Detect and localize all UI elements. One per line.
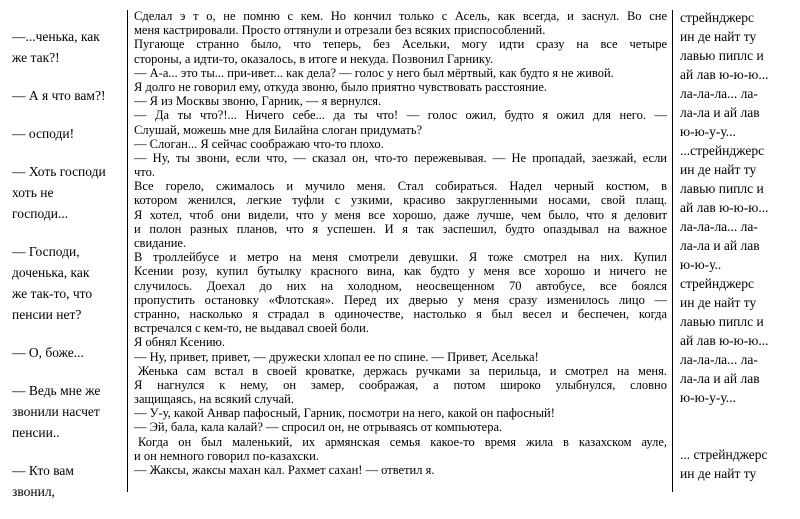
right-lyric-line: ю-ю-у-у... <box>680 390 736 405</box>
main-text-line: — Ну, ты звони, если что, — сказал он, что-то пережевывая. — Не пропадай, заезжай, если <box>134 150 667 165</box>
left-quote-line: пенсии нет? <box>12 307 82 322</box>
right-lyric-line: ай лав ю-ю-ю... <box>680 67 769 82</box>
left-quote-line: звонили насчет <box>12 404 100 419</box>
main-text-line: встречался с кем-то, не выдавал своей боли. <box>134 321 369 336</box>
main-text-line: случилось. Доехал до них на холодном, неосвещенном 70 автобусе, все боялся <box>134 278 667 293</box>
main-text-line: Ксении розу, купил бутылку красного вина, как будто у меня все хорошо и ничего не <box>134 264 667 279</box>
right-lyric-line: ла-ла и ай лав <box>680 371 760 386</box>
right-lyric-line: ю-ю-у.. <box>680 257 722 272</box>
main-text-line: — Эй, бала, кала калай? — спросил он, не отрываясь от компьютера. <box>134 420 503 435</box>
main-text-line: — Слоган... Я сейчас соображаю что-то плохо. <box>134 136 384 151</box>
left-quote-line: доченька, как <box>12 265 90 280</box>
left-quote-line: хоть не <box>12 185 54 200</box>
right-lyric-line: ла-ла-ла... ла- <box>680 352 758 367</box>
main-text-line: и он немного говорил по-казахски. <box>134 448 319 463</box>
main-text-line: — Да ты что?!... Ничего себе... да ты что! — голос ожил, будто я ожил для него. — <box>134 108 667 123</box>
right-lyric-line: лавью пиплс и <box>680 48 764 63</box>
main-text-line: — Ну, привет, привет, — дружески хлопал ее по спине. — Привет, Аселька! <box>134 349 539 364</box>
right-lyric-line: лавью пиплс и <box>680 314 764 329</box>
left-quote-item <box>12 26 120 68</box>
left-quote-line: же так?! <box>12 50 60 65</box>
left-quote-line: —...ченька, как <box>12 29 100 44</box>
right-lyric-line: стрейнджерс <box>680 276 754 291</box>
main-text-line: Я хотел, чтоб они видели, что у меня все хорошо, даже лучше, чем было, что я деловит <box>134 207 667 222</box>
left-quote-item <box>12 380 120 443</box>
right-lyric-line: ин де найт ту <box>680 162 757 177</box>
main-text-line: Женька сам встал в своей кроватке, держась ручками за перильца, и смотрел на меня. <box>138 363 667 378</box>
left-quote-item <box>12 460 120 502</box>
left-margin-column <box>12 26 120 519</box>
main-text-line: Все горело, сжималось и мучило меня. Стал собираться. Надел черный костюм, в <box>134 179 667 194</box>
main-text-line: Когда он был маленький, их армянская семья какое-то время жила в казахском ауле, <box>138 434 667 449</box>
right-lyric-line: ла-ла-ла... ла- <box>680 219 758 234</box>
left-quote-item <box>12 161 120 224</box>
right-lyric-line: ла-ла-ла... ла- <box>680 86 758 101</box>
lyric-gap <box>680 407 798 426</box>
right-margin-column <box>680 8 798 483</box>
main-text-line: что. <box>134 165 155 180</box>
main-text-line: Пугающе странно было, что теперь, без Асельки, могу идти сразу на все четыре <box>134 37 667 52</box>
right-lyric-line: ... стрейнджерс <box>680 447 768 462</box>
left-quote-item <box>12 123 120 144</box>
main-text-line: и полон разных планов, что я успешен. И я так заспешил, будто опаздывал на важное <box>134 221 667 236</box>
right-lyric-line: ай лав ю-ю-ю... <box>680 200 769 215</box>
main-text-line: стороны, а идти-то, оказалось, в итоге и некуда. Позвонил Гарнику. <box>134 51 493 66</box>
column-divider-right <box>672 10 673 492</box>
left-quote-line: господи... <box>12 206 69 221</box>
right-lyric-line: ай лав ю-ю-ю... <box>680 333 769 348</box>
right-lyric-line: лавью пиплс и <box>680 181 764 196</box>
main-text-line: Сделал э т о, не помню с кем. Но кончил только с Асель, как всегда, и заснул. Во сне <box>134 9 667 23</box>
left-quote-line: — Хоть господи <box>12 164 106 179</box>
right-lyric-line: ин де найт ту <box>680 29 757 44</box>
left-quote-line: пенсии.. <box>12 425 60 440</box>
main-text-line: Я обнял Ксению. <box>134 335 225 350</box>
left-quote-item <box>12 241 120 325</box>
left-quote-item <box>12 85 120 106</box>
main-text-line: меня кастрировали. Просто оттянули и отрезали без всяких приспособлений. <box>134 23 546 38</box>
left-quote-line: — осподи! <box>12 126 75 141</box>
left-quote-line: — О, боже... <box>12 345 84 360</box>
left-quote-line: звонил, <box>12 484 55 499</box>
main-text-line: — Я из Москвы звоню, Гарник, — я вернулся. <box>134 94 382 109</box>
left-quote-line: же так-то, что <box>12 286 93 301</box>
left-quote-line: — Ведь мне же <box>12 383 101 398</box>
left-quote-line: — Кто вам <box>12 463 74 478</box>
main-text-line: котором женился, легкие туфли с узкими, красиво закругленными носами, свой плащ. <box>134 193 667 208</box>
main-text-line: — Жаксы, жаксы махан кал. Рахмет сахан! — ответил я. <box>134 463 435 477</box>
lyric-gap <box>680 426 798 445</box>
column-divider-left <box>127 10 128 492</box>
main-text-line: Я нагнулся к нему, он замер, соображая, а потом широко улыбнулся, словно <box>134 377 667 392</box>
right-lyric-line: ла-ла и ай лав <box>680 105 760 120</box>
right-lyric-line: ...стрейнджерс <box>680 143 765 158</box>
left-quote-item <box>12 342 120 363</box>
main-text-column <box>134 9 667 477</box>
left-quote-line: — Господи, <box>12 244 80 259</box>
main-text-line: — У-у, какой Анвар пафосный, Гарник, посмотри на него, какой он пафосный! <box>134 406 555 421</box>
main-text-line: — А-а... это ты... при-ивет... как дела? — голос у него был мёртвый, как будто я не живой. <box>134 65 614 80</box>
main-text-line: защищаясь, на всякий случай. <box>134 392 294 407</box>
main-text-line: Слушай, можешь мне для Билайна слоган придумать? <box>134 122 423 137</box>
left-quote-line: — А я что вам?! <box>12 88 106 103</box>
right-lyric-line: стрейнджерс <box>680 10 754 25</box>
main-text-line: Я долго не говорил ему, откуда звоню, было приятно чувствовать расстояние. <box>134 79 548 94</box>
main-text-line: пропустить остановку «Флотская». Перед их дверью у меня сразу изменилось лицо — <box>134 292 667 307</box>
right-lyric-line: ин де найт ту <box>680 295 757 310</box>
right-lyric-line: ю-ю-у-у... <box>680 124 736 139</box>
right-lyric-line: ла-ла и ай лав <box>680 238 760 253</box>
right-lyric-line: ин де найт ту <box>680 466 757 481</box>
main-text-line: странно, насколько я страдал в одиночестве, настолько я был весел и беспечен, когда <box>134 306 667 321</box>
main-text-line: В троллейбусе и метро на меня смотрели девушки. Я тоже смотрел на них. Купил <box>134 250 667 265</box>
main-text-line: свидание. <box>134 236 187 250</box>
